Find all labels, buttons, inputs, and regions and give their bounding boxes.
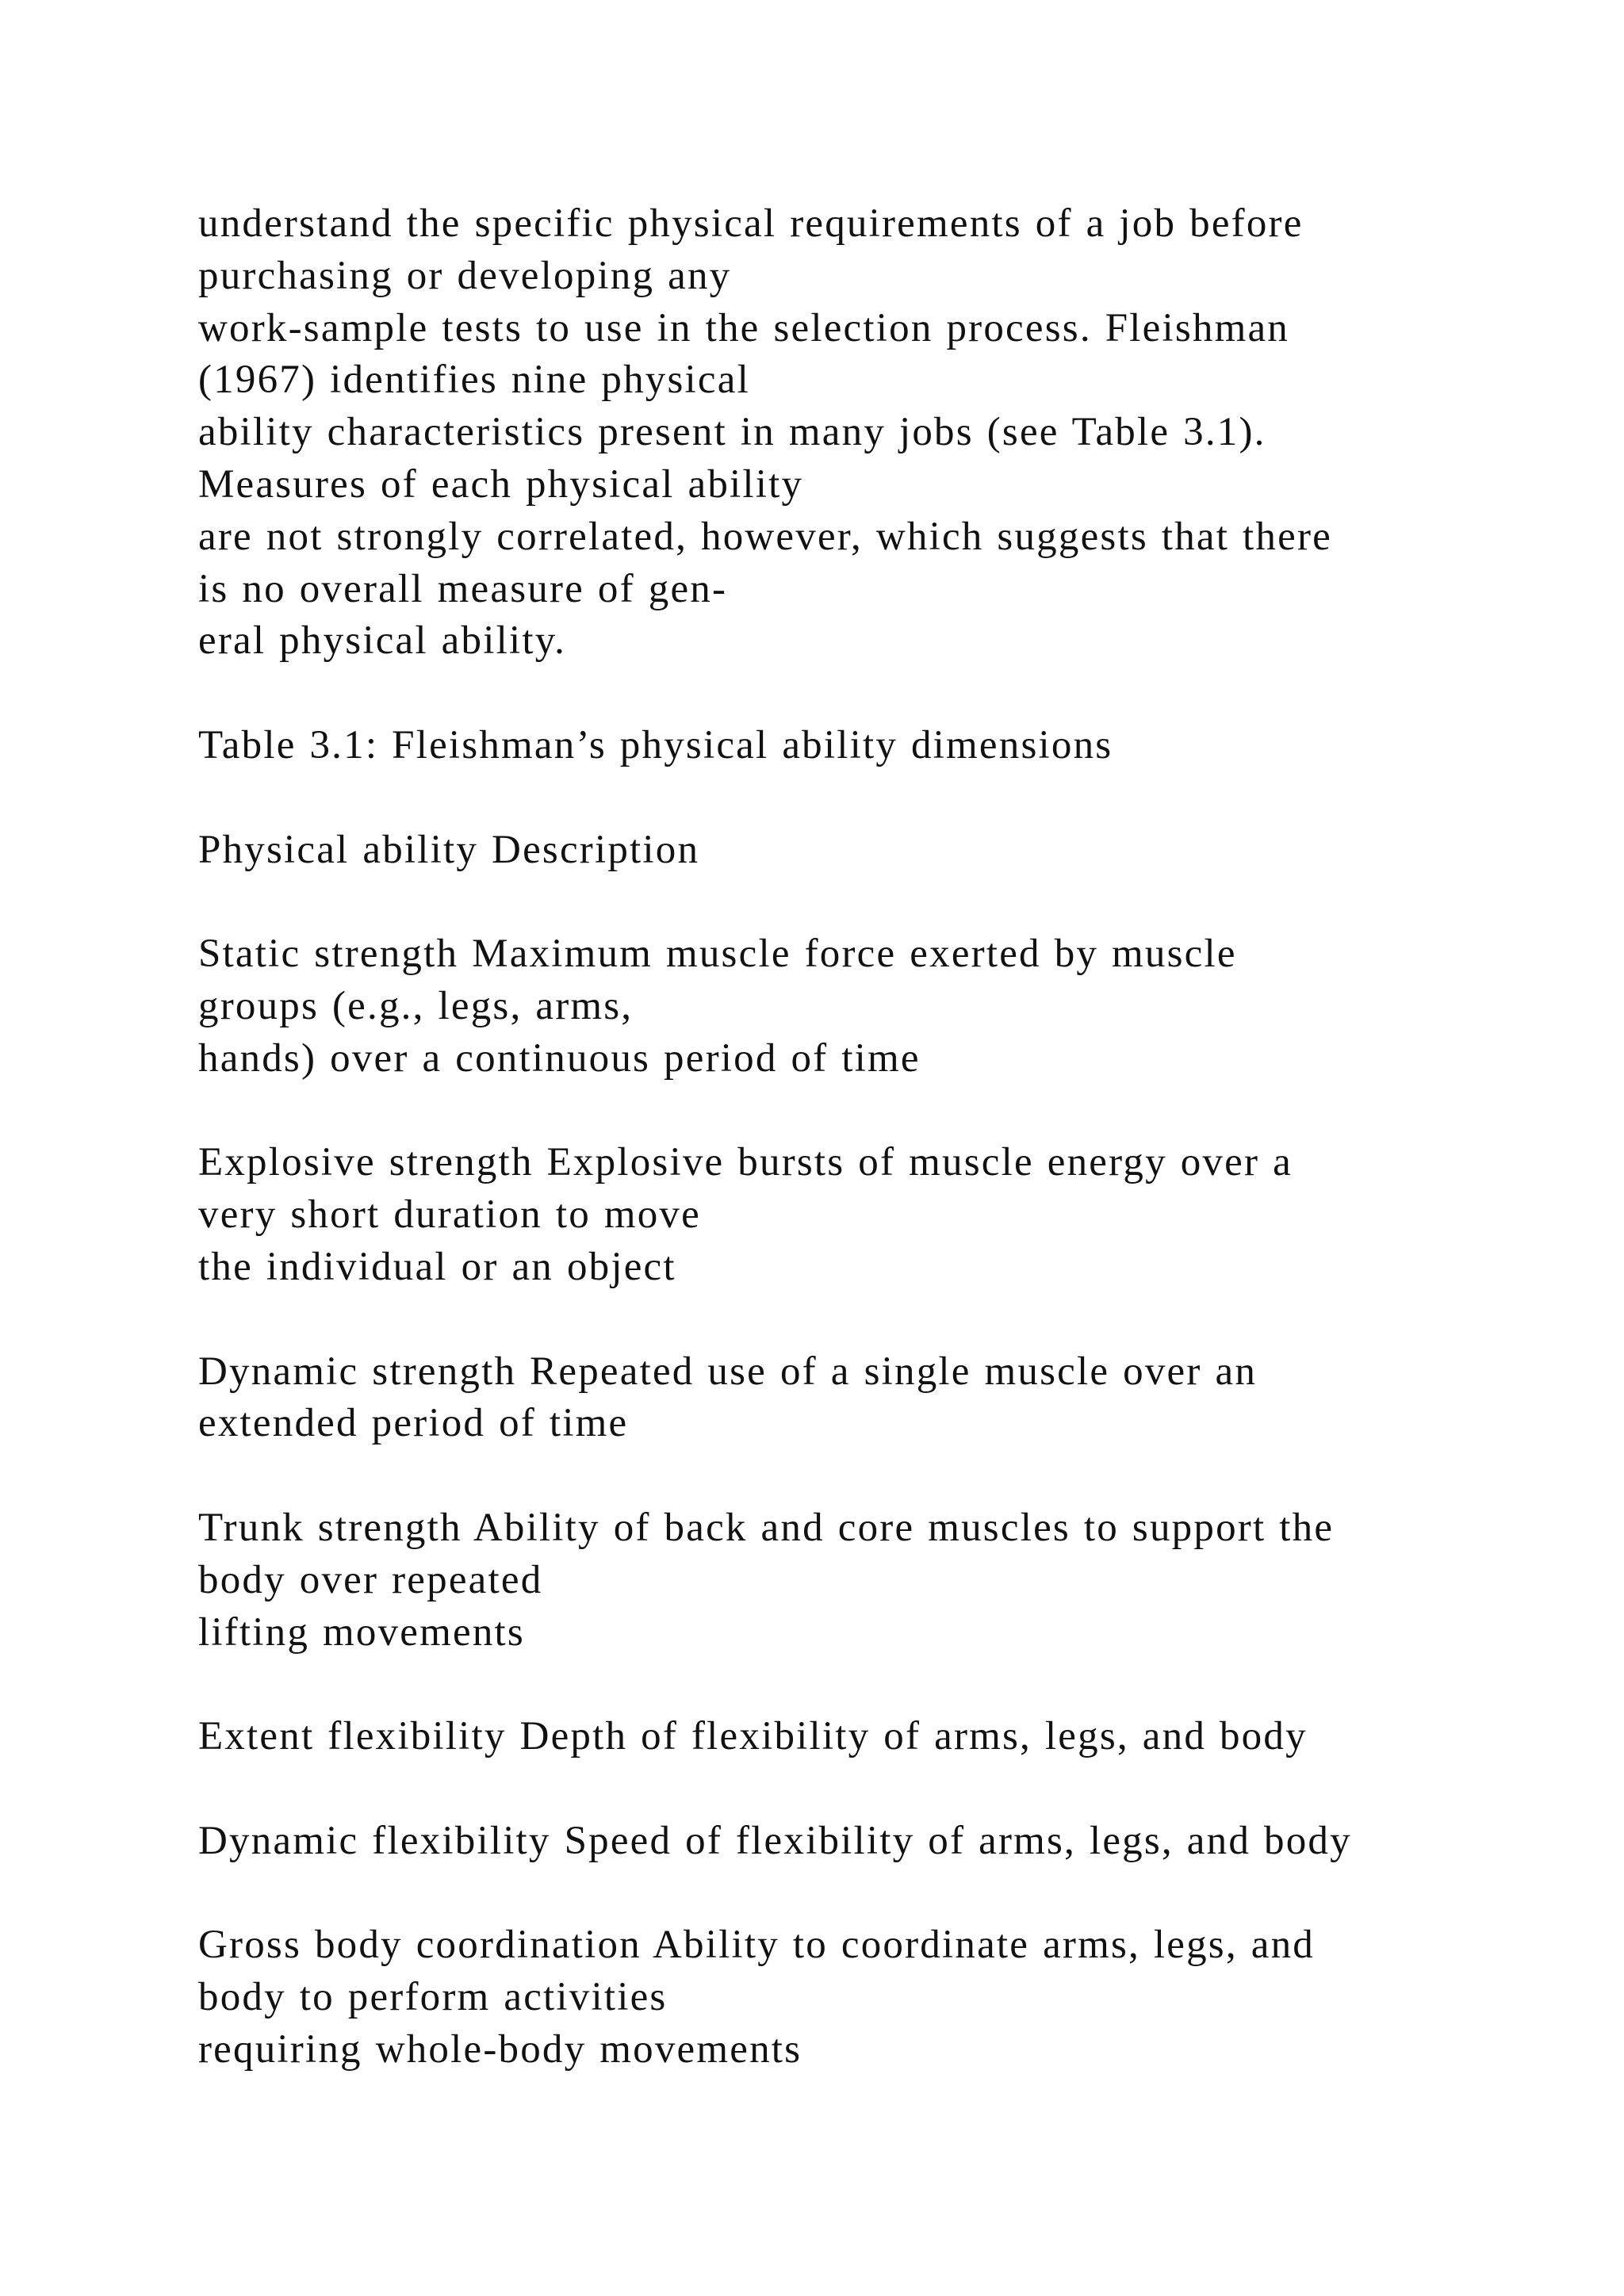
- spacer: [198, 1450, 1467, 1502]
- paragraph-line: ability characteristics present in many jobs (see Table 3.1).: [198, 410, 1266, 455]
- row-line: requiring whole-body movements: [198, 2026, 802, 2072]
- paragraph-line: is no overall measure of gen-: [198, 566, 728, 611]
- row-line: the individual or an object: [198, 1244, 676, 1289]
- row-line: Dynamic flexibility Speed of flexibility of arms, legs, and body: [198, 1818, 1352, 1863]
- table-caption: Table 3.1: Fleishman’s physical ability dimensions: [198, 722, 1113, 767]
- spacer: [198, 1294, 1467, 1346]
- table-row-explosive-strength: [198, 1137, 1467, 1293]
- row-line: extended period of time: [198, 1401, 629, 1446]
- spacer: [198, 1659, 1467, 1711]
- spacer: [198, 1763, 1467, 1816]
- row-line: Trunk strength Ability of back and core muscles to support the: [198, 1505, 1335, 1550]
- row-line: very short duration to move: [198, 1192, 701, 1238]
- row-line: Static strength Maximum muscle force exerted by muscle: [198, 932, 1237, 977]
- paragraph-line: eral physical ability.: [198, 618, 567, 664]
- paragraph-line: purchasing or developing any: [198, 253, 732, 298]
- row-line: Dynamic strength Repeated use of a single muscle over an: [198, 1349, 1258, 1394]
- table-row-dynamic-flexibility: [198, 1816, 1467, 1868]
- spacer: [198, 876, 1467, 928]
- table-row-extent-flexibility: [198, 1711, 1467, 1763]
- table-row-static-strength: [198, 928, 1467, 1085]
- document-page: [198, 198, 1467, 2076]
- spacer: [198, 1085, 1467, 1138]
- row-line: body over repeated: [198, 1557, 543, 1602]
- paragraph-line: are not strongly correlated, however, which suggests that there: [198, 514, 1332, 559]
- spacer: [198, 772, 1467, 825]
- table-row-gross-body-coordination: [198, 1919, 1467, 2076]
- paragraph-line: work-sample tests to use in the selection process. Fleishman: [198, 305, 1290, 350]
- row-line: groups (e.g., legs, arms,: [198, 983, 634, 1028]
- row-line: Gross body coordination Ability to coordinate arms, legs, and: [198, 1923, 1315, 1968]
- spacer: [198, 1868, 1467, 1920]
- row-line: Extent flexibility Depth of flexibility of arms, legs, and body: [198, 1714, 1308, 1759]
- paragraph-line: Measures of each physical ability: [198, 461, 804, 507]
- table-header: Physical ability Description: [198, 827, 700, 872]
- row-line: body to perform activities: [198, 1975, 668, 2020]
- row-line: hands) over a continuous period of time: [198, 1035, 921, 1081]
- row-line: Explosive strength Explosive bursts of muscle energy over a: [198, 1140, 1293, 1185]
- spacer: [198, 668, 1467, 720]
- paragraph-line: understand the specific physical requirements of a job before: [198, 201, 1304, 246]
- intro-paragraph: [198, 198, 1467, 668]
- table-row-trunk-strength: [198, 1502, 1467, 1659]
- paragraph-line: (1967) identifies nine physical: [198, 358, 750, 403]
- table-row-dynamic-strength: [198, 1346, 1467, 1451]
- row-line: lifting movements: [198, 1609, 525, 1655]
